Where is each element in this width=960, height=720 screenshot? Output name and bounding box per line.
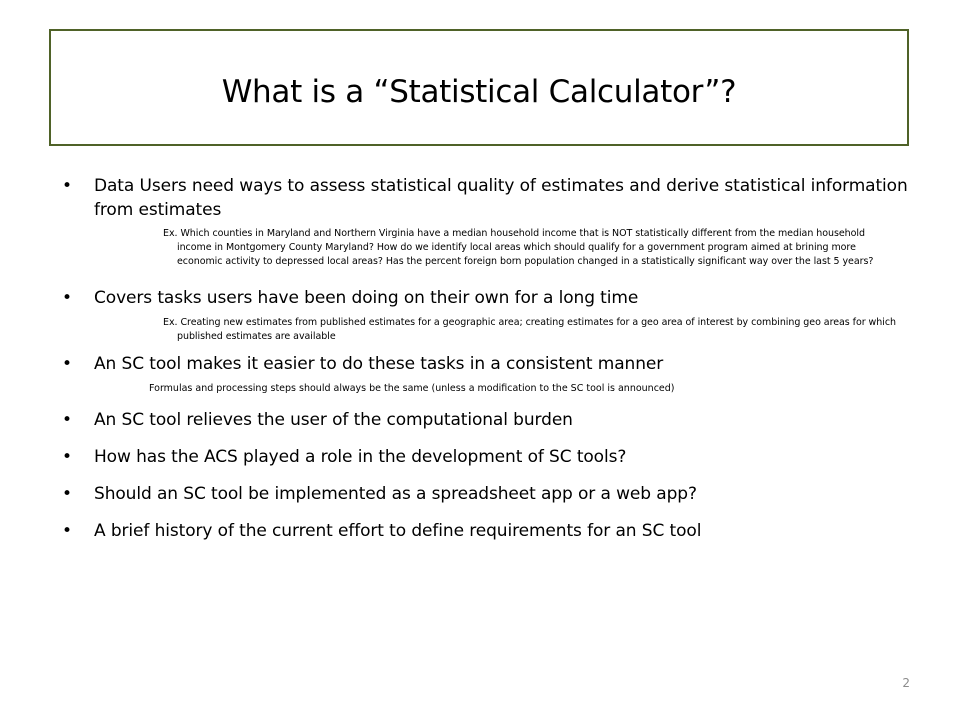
bullet-item [60, 286, 910, 310]
bullet-text: Covers tasks users have been doing on their own for a long time [94, 288, 639, 308]
title-box [49, 29, 909, 146]
bullet-icon: • [62, 484, 72, 504]
bullet-item [60, 482, 910, 506]
sub-bullet-text: Formulas and processing steps should always be the same (unless a modification to the SC tool is announced) [149, 383, 675, 394]
bullet-icon: • [62, 354, 72, 374]
sub-bullet-text: Ex. Which counties in Maryland and Northern Virginia have a median household income that is NOT statistically different from the median household income in Montgomery County Maryland? How do we identify local areas which should qualify for a government program aimed at brining more economic activity to depressed local areas? Has the percent foreign born population changed in a statistically significant way over the last 5 years? [163, 228, 874, 267]
bullet-item [60, 352, 910, 376]
bullet-icon: • [62, 410, 72, 430]
bullet-item [60, 174, 910, 222]
bullet-text: A brief history of the current effort to define requirements for an SC tool [94, 521, 702, 541]
bullet-icon: • [62, 447, 72, 467]
bullet-text: Data Users need ways to assess statistical quality of estimates and derive statistical information from estimates [94, 176, 908, 220]
bullet-icon: • [62, 176, 72, 196]
bullet-icon: • [62, 521, 72, 541]
bullet-item [60, 408, 910, 432]
bullet-text: An SC tool makes it easier to do these tasks in a consistent manner [94, 354, 664, 374]
bullet-item [60, 445, 910, 469]
bullet-icon: • [62, 288, 72, 308]
sub-bullet-text: Ex. Creating new estimates from published estimates for a geographic area; creating estimates for a geo area of interest by combining geo areas for which published estimates are available [163, 317, 896, 342]
bullet-item [60, 519, 910, 543]
bullet-text: Should an SC tool be implemented as a spreadsheet app or a web app? [94, 484, 697, 504]
bullet-text: How has the ACS played a role in the development of SC tools? [94, 447, 627, 467]
slide-body [60, 174, 910, 543]
slide-title: What is a “Statistical Calculator”? [221, 73, 737, 110]
bullet-text: An SC tool relieves the user of the computational burden [94, 410, 573, 430]
page-number: 2 [902, 676, 910, 690]
